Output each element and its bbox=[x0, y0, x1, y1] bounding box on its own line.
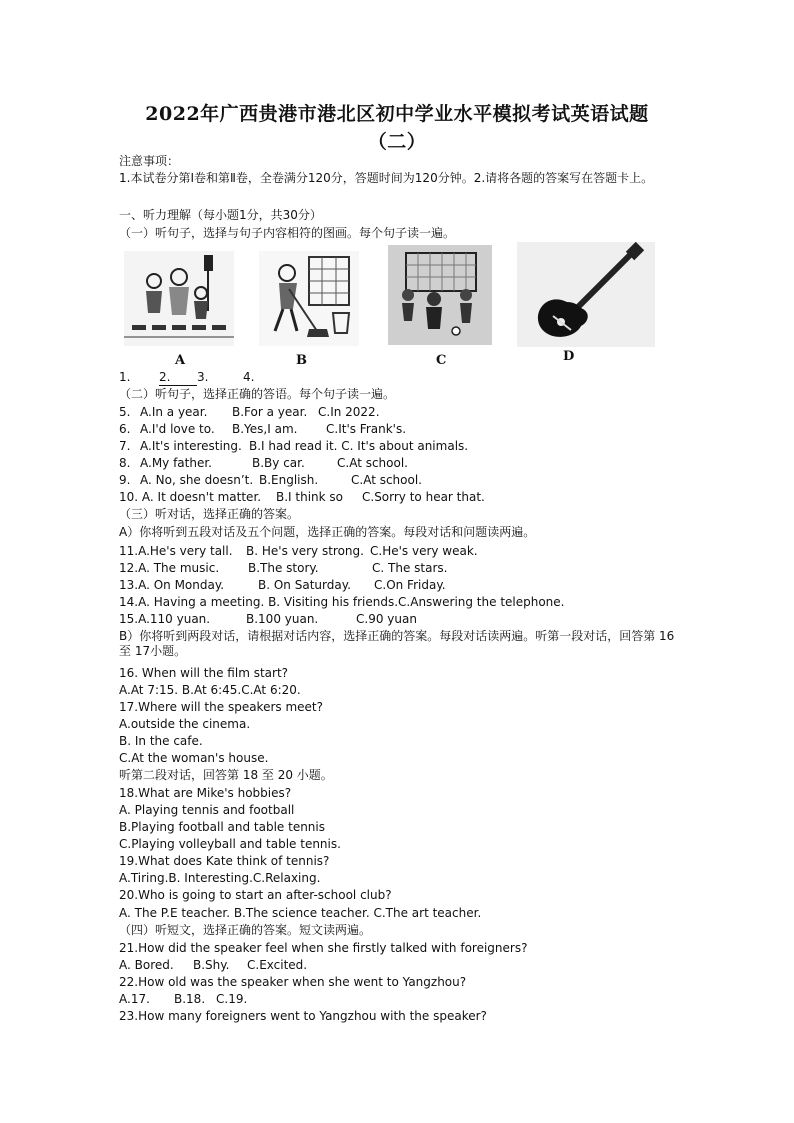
question-18: 18.What are Mike's hobbies? bbox=[119, 786, 292, 800]
part-three-b-second: 听第二段对话，回答第 18 至 20 小题。 bbox=[119, 768, 333, 782]
question-8: 8. A.My father. B.By car. C.At school. bbox=[119, 456, 408, 470]
question-19-options: A.Tiring.B. Interesting.C.Relaxing. bbox=[119, 871, 321, 885]
picture-b bbox=[259, 251, 359, 346]
notice-heading: 注意事项： bbox=[119, 154, 180, 168]
question-6: 6. A.I'd love to. B.Yes,I am. C.It's Frank's. bbox=[119, 422, 407, 436]
question-13: 13.A. On Monday. B. On Saturday. C.On Friday. bbox=[119, 578, 446, 592]
part-three-b-instruction: B）你将听到两段对话，请根据对话内容，选择正确的答案。每段对话读两遍。听第一段对话，回答第 16 至 17小题。 bbox=[119, 629, 675, 658]
question-11: 11.A.He's very tall. B. He's very strong. C.He's very weak. bbox=[119, 544, 478, 558]
picture-b-label: B bbox=[296, 353, 307, 368]
question-12: 12.A. The music. B.The story. C. The stars. bbox=[119, 561, 448, 575]
question-18-option-a: A. Playing tennis and football bbox=[119, 803, 295, 817]
question-7: 7. A.It's interesting. B.I had read it. C. It's about animals. bbox=[119, 439, 469, 453]
part-three-instruction: （三）听对话，选择正确的答案。 bbox=[119, 507, 300, 521]
question-10: 10. A. It doesn't matter. B.I think so C.Sorry to hear that. bbox=[119, 490, 485, 504]
picture-d bbox=[517, 242, 655, 347]
question-23: 23.How many foreigners went to Yangzhou with the speaker? bbox=[119, 1009, 487, 1023]
page-title: 2022年广西贵港市港北区初中学业水平模拟考试英语试题 bbox=[145, 103, 649, 125]
section-listening: 一、听力理解（每小题1分，共30分） bbox=[119, 208, 322, 222]
question-5: 5. A.In a year. B.For a year. C.In 2022. bbox=[119, 405, 380, 419]
picture-a bbox=[124, 251, 234, 346]
question-14: 14.A. Having a meeting. B. Visiting his friends.C.Answering the telephone. bbox=[119, 595, 565, 609]
part-three-a-instruction: A）你将听到五段对话及五个问题，选择正确的答案。每段对话和问题读两遍。 bbox=[119, 525, 536, 539]
question-21: 21.How did the speaker feel when she firstly talked with foreigners? bbox=[119, 941, 528, 955]
notice-text: 1.本试卷分第Ⅰ卷和第Ⅱ卷，全卷满分120分，答题时间为120分钟。2.请将各题的答案写在答题卡上。 bbox=[119, 171, 654, 185]
picture-c-label: C bbox=[436, 353, 447, 368]
answer-row-1-4: 1. 2. 3. 4. bbox=[119, 370, 255, 384]
question-16-options: A.At 7:15. B.At 6:45.C.At 6:20. bbox=[119, 683, 301, 697]
page-subtitle: （二） bbox=[367, 131, 427, 153]
question-17-option-b: B. In the cafe. bbox=[119, 734, 203, 748]
part-two-instruction: （二）听句子，选择正确的答语。每个句子读一遍。 bbox=[119, 387, 396, 401]
question-21-options: A. Bored. B.Shy. C.Excited. bbox=[119, 958, 308, 972]
picture-c bbox=[388, 245, 492, 345]
children-crossing-road-icon bbox=[124, 251, 234, 346]
picture-d-label: D bbox=[563, 349, 575, 364]
question-17-option-a: A.outside the cinema. bbox=[119, 717, 251, 731]
boy-sweeping-floor-icon bbox=[259, 251, 359, 346]
question-17: 17.Where will the speakers meet? bbox=[119, 700, 323, 714]
boys-playing-football-icon bbox=[388, 245, 492, 345]
question-19: 19.What does Kate think of tennis? bbox=[119, 854, 330, 868]
question-9: 9. A. No, she doesn’t. B.English. C.At school. bbox=[119, 473, 422, 487]
picture-a-label: A bbox=[175, 353, 186, 368]
question-18-option-c: C.Playing volleyball and table tennis. bbox=[119, 837, 341, 851]
question-15: 15.A.110 yuan. B.100 yuan. C.90 yuan bbox=[119, 612, 417, 626]
question-22: 22.How old was the speaker when she went to Yangzhou? bbox=[119, 975, 467, 989]
part-four-instruction: （四）听短文，选择正确的答案。短文读两遍。 bbox=[119, 923, 372, 937]
question-20: 20.Who is going to start an after-school club? bbox=[119, 888, 392, 902]
question-18-option-b: B.Playing football and table tennis bbox=[119, 820, 325, 834]
question-22-options: A.17. B.18. C.19. bbox=[119, 992, 248, 1006]
question-20-options: A. The P.E teacher. B.The science teacher. C.The art teacher. bbox=[119, 906, 482, 920]
part-one-instruction: （一）听句子，选择与句子内容相符的图画。每个句子读一遍。 bbox=[119, 226, 456, 240]
electric-guitar-icon bbox=[517, 242, 655, 347]
question-17-option-c: C.At the woman's house. bbox=[119, 751, 269, 765]
question-16: 16. When will the film start? bbox=[119, 666, 289, 680]
